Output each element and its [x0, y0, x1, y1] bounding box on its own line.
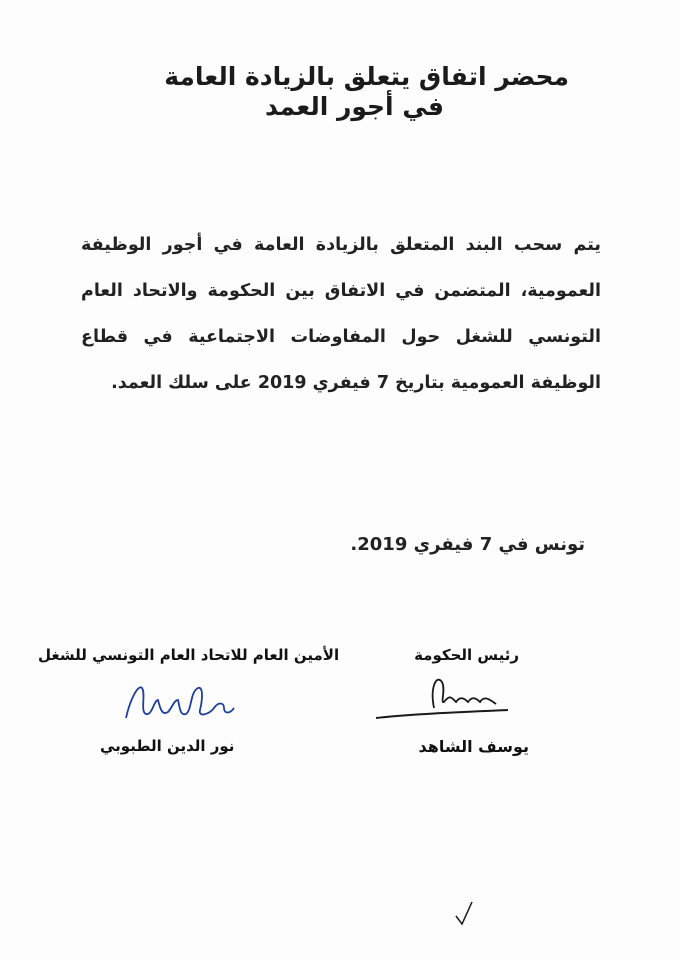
agreement-body-text: يتم سحب البند المتعلق بالزيادة العامة في أجور الوظيفة العمومية، المتضمن في الاتفاق بين الحكومة والاتحاد العام التونسي للشغل حول المفاوضات الاجتماعية في قطاع الوظيفة العمومية بتاريخ 7 فيفري 2019 على سلك العمد. — [81, 235, 601, 393]
document-title-line1: محضر اتفاق يتعلق بالزيادة العامة — [164, 62, 569, 91]
corner-pen-mark — [452, 898, 476, 928]
document-title-line2: في أجور العمد — [265, 92, 444, 121]
place-date-line: تونس في 7 فيفري 2019. — [350, 534, 585, 555]
signatory-right-title: رئيس الحكومة — [414, 646, 519, 664]
signature-left-scribble — [120, 678, 250, 728]
signatory-left-title: الأمين العام للاتحاد العام التونسي للشغل — [38, 646, 340, 664]
signature-right-scribble — [372, 668, 512, 728]
signatory-right-name: يوسف الشاهد — [418, 737, 529, 756]
signatory-left-name: نور الدين الطبوبي — [100, 737, 235, 755]
